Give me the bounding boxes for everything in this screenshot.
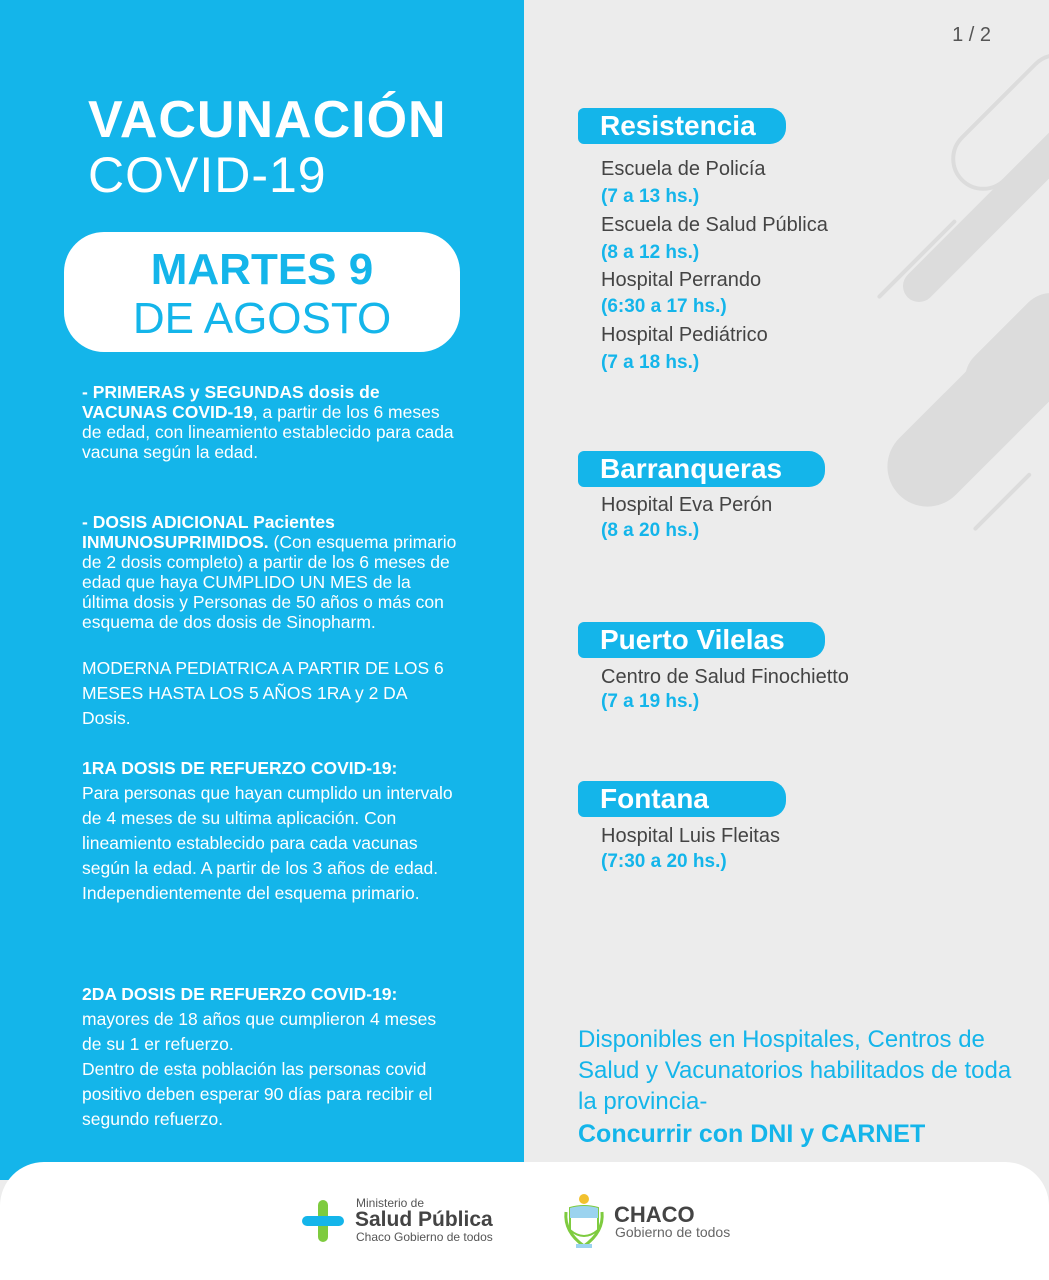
place-hours: (8 a 12 hs.) — [601, 242, 700, 263]
section-text: , a partir de los 6 meses de edad, con lineamiento establecido para cada vacuna según la edad. — [82, 402, 454, 462]
place-name: Centro de Salud Finochietto — [601, 666, 849, 688]
place-hours: (7:30 a 20 hs.) — [601, 851, 727, 872]
footer — [0, 1162, 1049, 1280]
section-text: Para personas que hayan cumplido un intervalo de 4 meses de su ultima aplicación. Con lineamiento establecido para cada vacunas según la edad. A partir de los 3 años de edad. Independientemente del esquema primario. — [82, 783, 453, 903]
place-hours: (6:30 a 17 hs.) — [601, 296, 727, 317]
place-name: Hospital Luis Fleitas — [601, 825, 780, 847]
availability-text: Disponibles en Hospitales, Centros de Salud y Vacunatorios habilitados de toda la provincia- — [578, 1026, 1012, 1115]
date-line2: DE AGOSTO — [132, 294, 392, 343]
section-text: mayores de 18 años que cumplieron 4 meses de su 1 er refuerzo. — [82, 1009, 437, 1054]
place-name: Escuela de Policía — [601, 158, 766, 180]
section-text: Dentro de esta población las personas covid positivo deben esperar 90 días para recibir el segundo refuerzo. — [82, 1059, 433, 1129]
title-covid: COVID-19 — [88, 147, 327, 203]
place-name: Hospital Perrando — [601, 269, 762, 291]
page-number: 1 / 2 — [952, 24, 991, 46]
title-vacunacion: VACUNACIÓN — [88, 91, 447, 149]
ministry-label-sub: Chaco Gobierno de todos — [356, 1230, 493, 1244]
date-line1: MARTES 9 — [150, 245, 374, 294]
place-name: Hospital Pediátrico — [601, 324, 768, 346]
section-first-booster — [82, 756, 457, 906]
place-hours: (7 a 13 hs.) — [601, 186, 700, 207]
ministry-label-small: Ministerio de — [356, 1196, 425, 1210]
place-hours: (8 a 20 hs.) — [601, 520, 700, 541]
place-hours: (7 a 19 hs.) — [601, 691, 700, 712]
chaco-emblem-icon — [562, 1192, 606, 1252]
section-heading: 1RA DOSIS DE REFUERZO COVID-19: — [82, 758, 398, 778]
section-heading: - PRIMERAS y SEGUNDAS dosis de VACUNAS COVID-19 — [82, 382, 380, 422]
place-name: Escuela de Salud Pública — [601, 214, 828, 236]
place-hours: (7 a 18 hs.) — [601, 352, 700, 373]
date-box — [64, 232, 460, 352]
place-name: Hospital Eva Perón — [601, 494, 773, 516]
section-heading: 2DA DOSIS DE REFUERZO COVID-19: — [82, 984, 398, 1004]
city-resistencia: Resistencia — [578, 108, 786, 144]
city-barranqueras: Barranqueras — [578, 451, 825, 487]
decor-line — [973, 472, 1032, 531]
city-fontana: Fontana — [578, 781, 786, 817]
section-text: (Con esquema primario de 2 dosis completo) a partir de los 6 meses de edad que haya CUMPLIDO UN MES de la última dosis y Personas de 50 años o más con esquema de dos dosis de Sinopharm. — [82, 532, 457, 632]
section-moderna: MODERNA PEDIATRICA A PARTIR DE LOS 6 MESES HASTA LOS 5 AÑOS 1RA y 2 DA Dosis. — [82, 658, 444, 728]
ministry-label-big: Salud Pública — [355, 1208, 493, 1231]
availability-cta: Concurrir con DNI y CARNET — [578, 1120, 926, 1148]
section-heading: - DOSIS ADICIONAL Pacientes INMUNOSUPRIMIDOS. — [82, 512, 335, 552]
section-additional-dose — [82, 512, 457, 632]
gov-name: CHACO — [614, 1202, 695, 1227]
section-second-booster — [82, 982, 457, 1132]
plus-cross-icon — [302, 1216, 344, 1226]
section-first-second-doses — [82, 382, 457, 462]
city-puerto-vilelas: Puerto Vilelas — [578, 622, 825, 658]
gov-sub: Gobierno de todos — [615, 1224, 731, 1240]
